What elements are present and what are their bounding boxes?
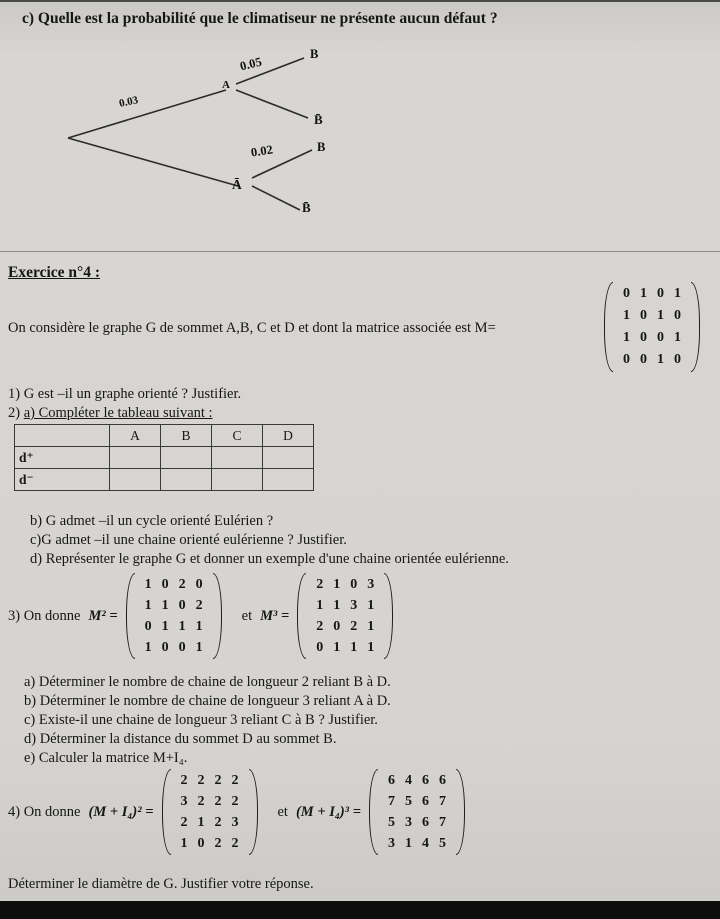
q4-matrices-row <box>8 768 465 856</box>
matrix-cell: 0 <box>623 352 630 367</box>
matrix-cell: 0 <box>674 352 681 367</box>
matrix-cell: 2 <box>316 577 324 592</box>
matrix-M3-grid <box>306 572 384 660</box>
matrix-cell: 0 <box>195 577 203 592</box>
q3-label: 3) On donne <box>8 607 81 624</box>
matrix-cell: 2 <box>214 836 222 851</box>
table-header-cell: B <box>161 425 212 447</box>
matrix-cell: 0 <box>316 640 324 655</box>
right-paren <box>456 769 465 855</box>
left-paren <box>604 282 613 372</box>
exercise4-intro: On considère le graphe G de sommet A,B, C et D et dont la matrice associée est M= <box>8 320 496 336</box>
matrix-cell: 1 <box>161 598 169 613</box>
matrix-cell: 7 <box>438 815 446 830</box>
q2c-line: c)G admet –il une chaine orienté eulérienne ? Justifier. <box>30 532 347 548</box>
q3b-line: b) Déterminer le nombre de chaine de longueur 3 reliant A à D. <box>24 693 391 709</box>
matrix-cell: 2 <box>316 619 324 634</box>
matrix-cell: 6 <box>421 794 429 809</box>
matrix-cell: 2 <box>214 773 222 788</box>
degree-table <box>14 424 314 491</box>
node-bbar-top: B̄ <box>314 112 323 127</box>
matrix-cell: 0 <box>640 308 647 323</box>
matrix-cell: 1 <box>623 308 630 323</box>
left-paren <box>162 769 171 855</box>
prob-a: 0.03 <box>117 94 140 110</box>
table-header-cell: C <box>212 425 263 447</box>
matrix-cell: 6 <box>438 773 446 788</box>
matrix-cell: 1 <box>623 330 630 345</box>
question-c: c) Quelle est la probabilité que le climatiseur ne présente aucun défaut ? <box>22 10 498 27</box>
matrix-cell: 0 <box>350 577 358 592</box>
matrix-cell: 1 <box>195 619 203 634</box>
table-cell <box>263 447 314 469</box>
matrix-cell: 7 <box>438 794 446 809</box>
matrix-cell: 0 <box>197 836 205 851</box>
final-question: Déterminer le diamètre de G. Justifier votre réponse. <box>8 876 314 892</box>
matrix-cell: 3 <box>404 815 412 830</box>
table-header-cell <box>15 425 110 447</box>
matrix-cell: 1 <box>333 577 341 592</box>
matrix-cell: 1 <box>144 598 152 613</box>
right-paren <box>213 573 222 659</box>
matrix-MI2-grid <box>171 768 249 856</box>
node-abar: Ā <box>232 177 242 192</box>
matrix-cell: 1 <box>367 619 375 634</box>
photo-bottom-bar <box>0 901 720 919</box>
table-cell <box>110 469 161 491</box>
left-paren <box>369 769 378 855</box>
matrix-M2-grid <box>135 572 213 660</box>
m3-label: M³ = <box>260 607 290 624</box>
matrix-cell: 0 <box>640 330 647 345</box>
matrix-cell: 1 <box>180 836 188 851</box>
matrix-cell: 2 <box>180 815 188 830</box>
table-row <box>15 447 314 469</box>
matrix-cell: 1 <box>161 619 169 634</box>
matrix-cell: 0 <box>333 619 341 634</box>
matrix-M <box>604 281 700 373</box>
node-bbar-bottom: B̄ <box>302 200 311 215</box>
table-header-cell: A <box>110 425 161 447</box>
matrix-cell: 0 <box>657 330 664 345</box>
matrix-cell: 2 <box>178 577 186 592</box>
table-row-label: d⁻ <box>15 469 110 491</box>
table-cell <box>212 469 263 491</box>
q2-line <box>8 405 213 422</box>
node-a: A <box>222 79 230 91</box>
et-separator: et <box>241 607 253 624</box>
left-paren <box>297 573 306 659</box>
matrix-cell: 0 <box>178 598 186 613</box>
matrix-cell: 2 <box>197 773 205 788</box>
et-separator: et <box>277 803 288 820</box>
branch-root-a <box>68 90 226 138</box>
matrix-cell: 5 <box>404 794 412 809</box>
matrix-cell: 1 <box>333 598 341 613</box>
q2-instruction: a) Compléter le tableau suivant : <box>23 405 213 421</box>
matrix-M2 <box>126 572 222 660</box>
prob-b-given-abar: 0.02 <box>249 142 274 160</box>
mi3-label: (M + I₄)³ = <box>295 803 361 820</box>
matrix-cell: 0 <box>144 619 152 634</box>
matrix-cell: 1 <box>404 836 412 851</box>
exercise4-title: Exercice n°4 : <box>8 264 100 281</box>
m2-label: M² = <box>88 607 118 624</box>
table-row <box>15 469 314 491</box>
matrix-cell: 1 <box>350 640 358 655</box>
section-divider <box>0 251 720 252</box>
matrix-cell: 1 <box>333 640 341 655</box>
matrix-cell: 2 <box>350 619 358 634</box>
q2d-line: d) Représenter le graphe G et donner un exemple d'une chaine orientée eulérienne. <box>30 551 509 567</box>
matrix-cell: 2 <box>195 598 203 613</box>
q3e-line: e) Calculer la matrice M+I₄. <box>24 750 188 766</box>
q3d-line: d) Déterminer la distance du sommet D au sommet B. <box>24 731 337 747</box>
matrix-cell: 2 <box>231 836 239 851</box>
matrix-cell: 0 <box>161 577 169 592</box>
photo-top-edge <box>0 0 720 2</box>
matrix-cell: 2 <box>214 815 222 830</box>
matrix-cell: 0 <box>161 640 169 655</box>
matrix-cell: 1 <box>674 330 681 345</box>
matrix-cell: 3 <box>350 598 358 613</box>
probability-tree-svg <box>0 40 400 240</box>
q3c-line: c) Existe-il une chaine de longueur 3 reliant C à B ? Justifier. <box>24 712 378 728</box>
matrix-cell: 0 <box>178 640 186 655</box>
q1-line: 1) G est –il un graphe orienté ? Justifier. <box>8 386 242 402</box>
q4-label: 4) On donne <box>8 803 81 820</box>
matrix-cell: 1 <box>144 640 152 655</box>
matrix-cell: 3 <box>231 815 239 830</box>
matrix-MI2 <box>162 768 258 856</box>
matrix-cell: 6 <box>421 815 429 830</box>
matrix-cell: 1 <box>640 286 647 301</box>
matrix-MI3-grid <box>378 768 456 856</box>
right-paren <box>384 573 393 659</box>
matrix-cell: 1 <box>178 619 186 634</box>
matrix-M-grid <box>613 281 691 373</box>
q2b-line: b) G admet –il un cycle orienté Eulérien ? <box>30 513 274 529</box>
matrix-cell: 3 <box>180 794 188 809</box>
matrix-cell: 7 <box>387 794 395 809</box>
matrix-cell: 0 <box>674 308 681 323</box>
matrix-cell: 1 <box>197 815 205 830</box>
matrix-cell: 0 <box>623 286 630 301</box>
matrix-cell: 1 <box>657 352 664 367</box>
matrix-cell: 6 <box>421 773 429 788</box>
q2-prefix: 2) <box>8 405 24 421</box>
matrix-cell: 0 <box>657 286 664 301</box>
matrix-M3 <box>297 572 393 660</box>
matrix-cell: 6 <box>387 773 395 788</box>
table-cell <box>161 447 212 469</box>
q3a-line: a) Déterminer le nombre de chaine de longueur 2 reliant B à D. <box>24 674 391 690</box>
matrix-cell: 2 <box>231 794 239 809</box>
node-b-mid: B <box>317 140 326 154</box>
prob-b-given-a: 0.05 <box>238 54 264 74</box>
matrix-cell: 5 <box>387 815 395 830</box>
table-cell <box>212 447 263 469</box>
matrix-cell: 0 <box>640 352 647 367</box>
matrix-cell: 1 <box>144 577 152 592</box>
table-cell <box>110 447 161 469</box>
matrix-cell: 3 <box>387 836 395 851</box>
left-paren <box>126 573 135 659</box>
matrix-cell: 4 <box>421 836 429 851</box>
matrix-cell: 5 <box>438 836 446 851</box>
matrix-cell: 4 <box>404 773 412 788</box>
matrix-cell: 3 <box>367 577 375 592</box>
right-paren <box>691 282 700 372</box>
matrix-cell: 2 <box>231 773 239 788</box>
branch-a-bbar <box>236 90 308 118</box>
matrix-MI3 <box>369 768 465 856</box>
matrix-cell: 2 <box>180 773 188 788</box>
right-paren <box>249 769 258 855</box>
table-header-cell: D <box>263 425 314 447</box>
matrix-cell: 1 <box>316 598 324 613</box>
matrix-cell: 1 <box>367 640 375 655</box>
branch-root-abar <box>68 138 238 186</box>
node-b-top: B <box>310 47 319 61</box>
matrix-cell: 1 <box>657 308 664 323</box>
branch-abar-bbar <box>252 186 300 210</box>
mi2-label: (M + I₄)² = <box>88 803 154 820</box>
matrix-cell: 2 <box>197 794 205 809</box>
table-row-label: d⁺ <box>15 447 110 469</box>
table-cell <box>263 469 314 491</box>
matrix-cell: 2 <box>214 794 222 809</box>
matrix-cell: 1 <box>367 598 375 613</box>
q3-matrices-row <box>8 572 393 660</box>
table-cell <box>161 469 212 491</box>
matrix-cell: 1 <box>195 640 203 655</box>
matrix-cell: 1 <box>674 286 681 301</box>
